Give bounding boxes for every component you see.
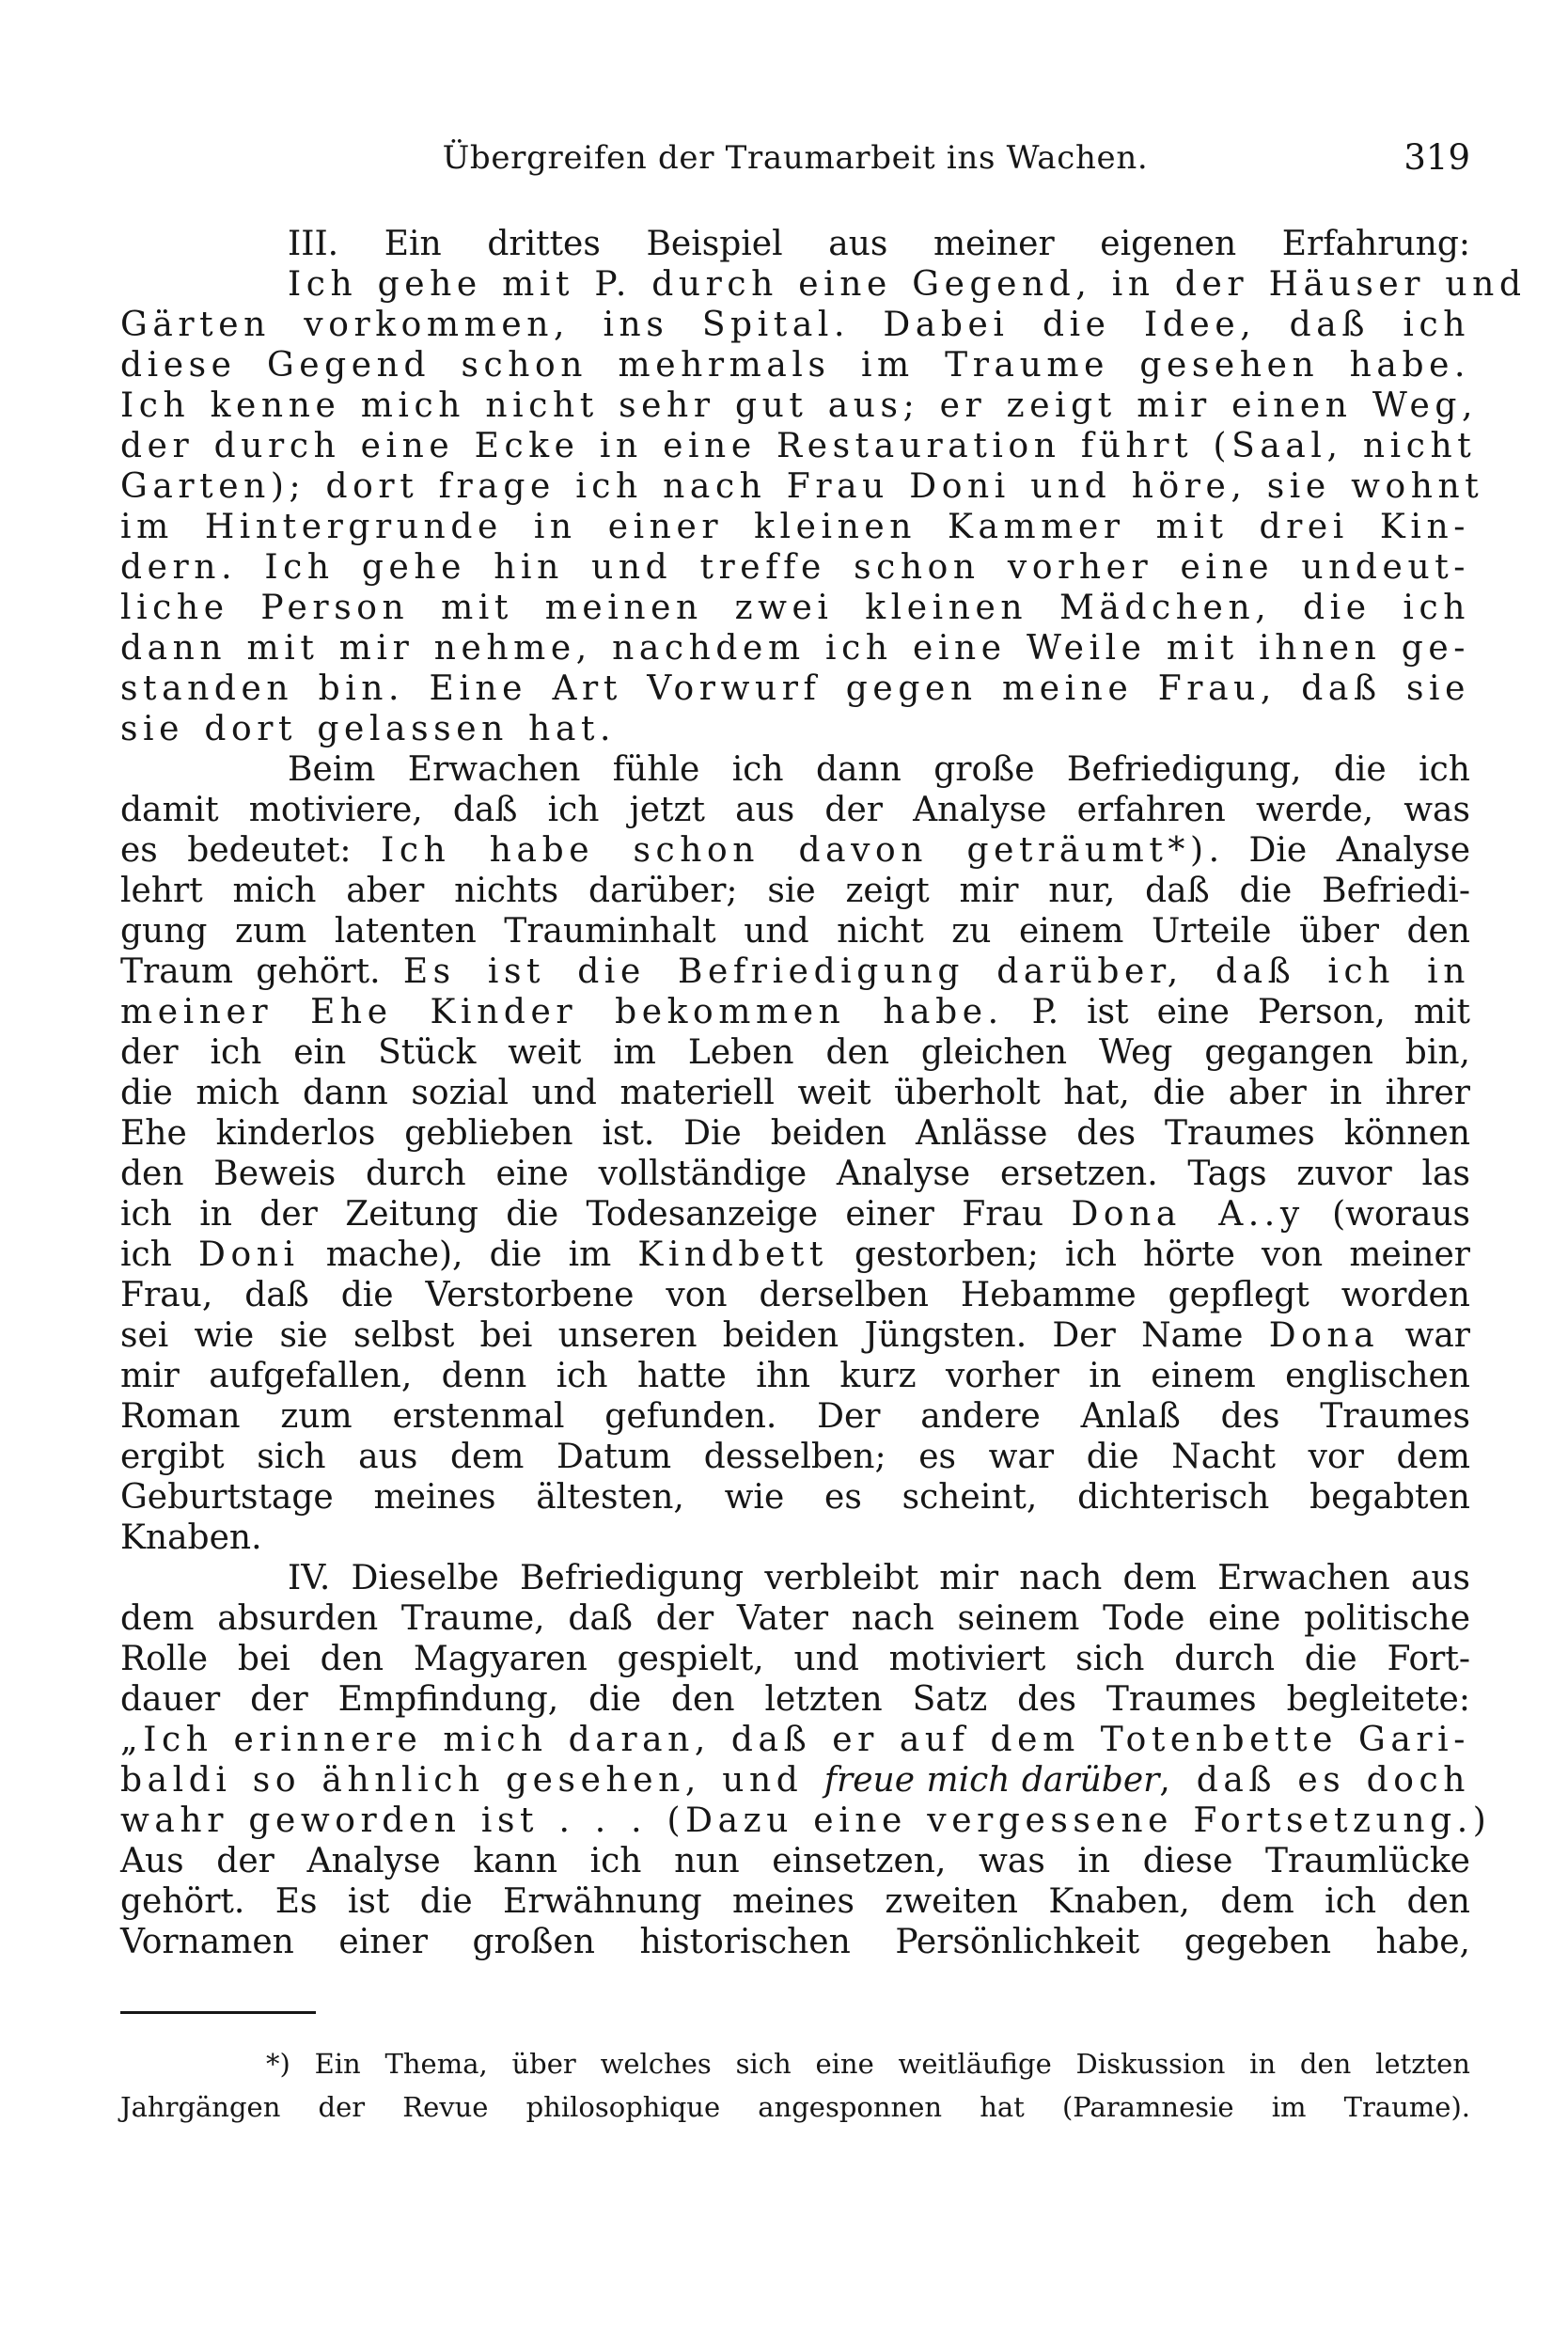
text-line	[120, 385, 1479, 426]
text-line	[120, 588, 1470, 628]
text-line	[120, 1396, 1470, 1437]
text-segment: freue mich darüber	[823, 1761, 1160, 1800]
text-line	[120, 871, 1470, 911]
text-segment: Garten); dort frage ich nach Frau Doni und höre, sie wohnt	[120, 467, 1484, 506]
text-segment: . Die Analyse	[1208, 831, 1470, 870]
text-line	[120, 305, 1470, 345]
text-segment: Ich kenne mich nicht sehr gut aus; er zeigt mir einen Weg,	[120, 386, 1479, 425]
text-line	[120, 1598, 1470, 1639]
text-line	[120, 1841, 1470, 1881]
text-line	[120, 2085, 1470, 2129]
text-segment: Es ist die Befriedigung darüber, daß ich in	[402, 952, 1470, 991]
text-line	[120, 426, 1477, 466]
text-segment: P. ist eine Person, mit	[1003, 993, 1471, 1031]
text-segment: „Ich erinnere mich daran, daß er auf dem Totenbette Gari-	[120, 1721, 1470, 1759]
text-line	[120, 1881, 1470, 1922]
text-line	[120, 992, 1470, 1032]
text-line	[120, 1437, 1470, 1477]
text-line	[120, 830, 1470, 871]
text-segment: den Beweis durch eine vollständige Analyse ersetzen. Tags zuvor las	[120, 1155, 1470, 1193]
text-segment: Dona A..y	[1071, 1195, 1305, 1234]
text-line	[120, 1558, 1470, 1598]
text-segment: Ich gehe mit P. durch eine Gegend, in der Häuser und	[288, 265, 1527, 304]
text-line	[120, 1356, 1470, 1396]
text-line	[120, 224, 1470, 264]
text-segment: ich	[120, 1235, 198, 1274]
text-line	[120, 911, 1470, 952]
text-segment: war	[1379, 1316, 1470, 1355]
text-segment: standen bin. Eine Art Vorwurf gegen meine Frau, daß sie	[120, 669, 1470, 708]
text-segment: III. Ein drittes Beispiel aus meiner eigenen Erfahrung:	[288, 225, 1470, 263]
text-line	[120, 1477, 1470, 1518]
text-segment: , daß es doch	[1159, 1761, 1470, 1800]
text-line	[120, 952, 1470, 992]
text-segment: Kindbett	[637, 1235, 828, 1274]
text-line	[120, 1922, 1470, 1962]
text-line	[120, 790, 1470, 830]
text-segment: baldi so ähnlich gesehen, und	[120, 1761, 824, 1800]
text-line	[120, 1194, 1470, 1235]
text-segment: es bedeutet:	[120, 831, 382, 870]
text-line	[120, 1760, 1470, 1801]
text-line	[120, 1275, 1470, 1315]
text-segment: Knaben.	[120, 1518, 262, 1557]
text-segment: Ehe kinderlos geblieben ist. Die beiden Anlässe des Traumes können	[120, 1114, 1470, 1153]
text-segment: wahr geworden ist . . . (Dazu eine vergessene Fortsetzung.)	[120, 1801, 1492, 1840]
text-line	[120, 466, 1484, 507]
text-line	[120, 1518, 1470, 1558]
page-number: 319	[1403, 137, 1470, 178]
text-line	[120, 669, 1470, 709]
text-line	[120, 264, 1527, 305]
text-segment: (woraus	[1304, 1195, 1470, 1234]
text-segment: sei wie sie selbst bei unseren beiden Jüngsten. Der Name	[120, 1316, 1269, 1355]
text-line	[120, 709, 1470, 749]
text-segment: Gärten vorkommen, ins Spital. Dabei die Idee, daß ich	[120, 306, 1470, 344]
text-segment: meiner Ehe Kinder bekommen habe.	[120, 993, 1004, 1031]
text-segment: dauer der Empfindung, die den letzten Satz des Traumes begleitete:	[120, 1680, 1470, 1719]
text-line	[120, 1073, 1470, 1113]
text-segment: *) Ein Thema, über welches sich eine weitläufige Diskussion in den letzten	[266, 2048, 1470, 2080]
text-segment: Dona	[1268, 1316, 1380, 1355]
text-segment: dann mit mir nehme, nachdem ich eine Weile mit ihnen ge-	[120, 629, 1470, 668]
text-segment: dern. Ich gehe hin und treffe schon vorher eine undeut-	[120, 548, 1470, 587]
text-line	[120, 1720, 1470, 1760]
text-line	[120, 2042, 1470, 2085]
footnote-separator	[120, 2011, 316, 2014]
text-segment: Jahrgängen der Revue philosophique angesponnen hat (Paramnesie im Traume).	[120, 2091, 1470, 2123]
text-line	[120, 547, 1470, 588]
text-segment: lehrt mich aber nichts darüber; sie zeigt mir nur, daß die Befriedi-	[120, 872, 1470, 910]
text-segment: ergibt sich aus dem Datum desselben; es war die Nacht vor dem	[120, 1438, 1470, 1476]
text-segment: der ich ein Stück weit im Leben den gleichen Weg gegangen bin,	[120, 1033, 1470, 1072]
text-line	[120, 1639, 1470, 1679]
text-segment: diese Gegend schon mehrmals im Traume gesehen habe.	[120, 346, 1470, 385]
body-text	[120, 224, 1527, 1962]
running-header	[120, 139, 1470, 181]
text-segment: damit motiviere, daß ich jetzt aus der Analyse erfahren werde, was	[120, 791, 1470, 829]
text-segment: mir aufgefallen, denn ich hatte ihn kurz vorher in einem englischen	[120, 1357, 1470, 1395]
text-line	[120, 1113, 1470, 1154]
text-segment: Rolle bei den Magyaren gespielt, und motiviert sich durch die Fort-	[120, 1640, 1470, 1678]
text-segment: dem absurden Traume, daß der Vater nach seinem Tode eine politische	[120, 1599, 1470, 1638]
text-line	[120, 1154, 1470, 1194]
text-segment: der durch eine Ecke in eine Restauration führt (Saal, nicht	[120, 427, 1477, 465]
text-segment: Aus der Analyse kann ich nun einsetzen, was in diese Traumlücke	[120, 1842, 1470, 1880]
text-line	[120, 1235, 1470, 1275]
text-segment: sie dort gelassen hat.	[120, 710, 617, 748]
text-segment: Vornamen einer großen historischen Persönlichkeit gegeben habe,	[120, 1923, 1470, 1961]
text-segment: gestorben; ich hörte von meiner	[827, 1235, 1470, 1274]
text-line	[120, 628, 1470, 669]
text-segment: gung zum latenten Trauminhalt und nicht zu einem Urteile über den	[120, 912, 1470, 951]
text-segment: ich in der Zeitung die Todesanzeige einer Frau	[120, 1195, 1072, 1234]
text-segment: IV. Dieselbe Befriedigung verbleibt mir nach dem Erwachen aus	[288, 1559, 1470, 1597]
text-segment: mache), die im	[299, 1235, 638, 1274]
running-header-title: Übergreifen der Traumarbeit ins Wachen.	[442, 139, 1149, 177]
text-segment: Traum gehört.	[120, 952, 403, 991]
text-segment: die mich dann sozial und materiell weit überholt hat, die aber in ihrer	[120, 1074, 1470, 1112]
footnote	[120, 2042, 1470, 2129]
text-line	[120, 1801, 1492, 1841]
text-segment: im Hintergrunde in einer kleinen Kammer mit drei Kin-	[120, 508, 1470, 546]
text-line	[120, 1032, 1470, 1073]
text-segment: Beim Erwachen fühle ich dann große Befriedigung, die ich	[288, 750, 1470, 789]
text-line	[120, 507, 1470, 547]
text-line	[120, 1315, 1470, 1356]
text-segment: Geburtstage meines ältesten, wie es scheint, dichterisch begabten	[120, 1478, 1470, 1517]
text-segment: gehört. Es ist die Erwähnung meines zweiten Knaben, dem ich den	[120, 1882, 1470, 1921]
text-segment: Ich habe schon davon geträumt*)	[381, 831, 1209, 870]
text-line	[120, 345, 1470, 385]
text-line	[120, 1679, 1470, 1720]
text-segment: Roman zum erstenmal gefunden. Der andere Anlaß des Traumes	[120, 1397, 1470, 1436]
text-segment: liche Person mit meinen zwei kleinen Mädchen, die ich	[120, 589, 1470, 627]
text-segment: Frau, daß die Verstorbene von derselben Hebamme gepflegt worden	[120, 1276, 1470, 1314]
text-line	[120, 749, 1470, 790]
text-segment: Doni	[198, 1235, 300, 1274]
